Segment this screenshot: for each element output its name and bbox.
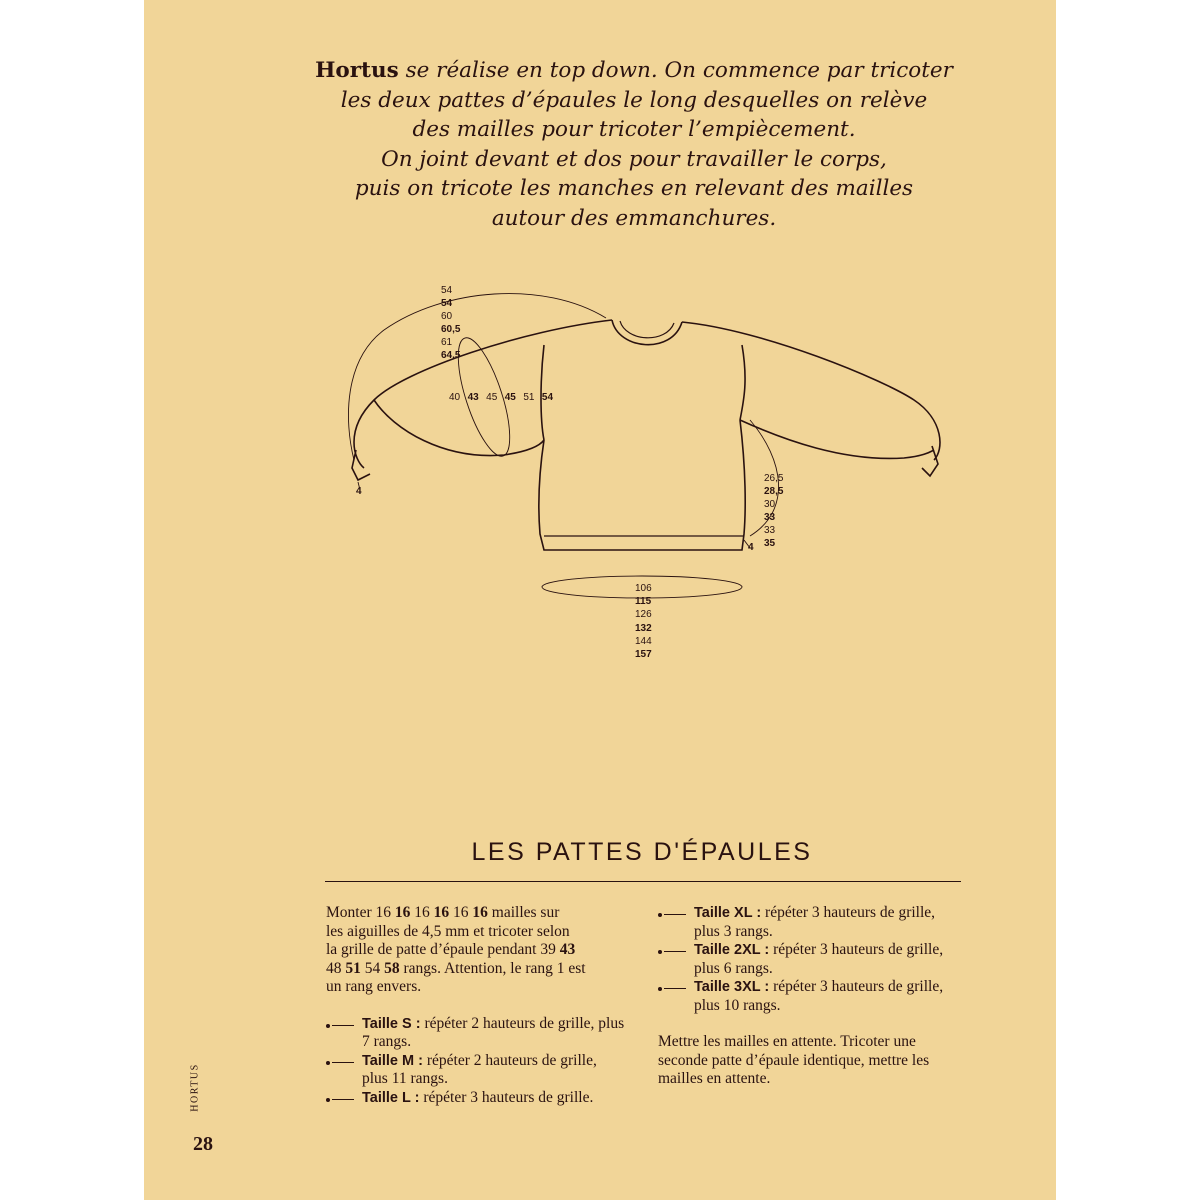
body-length-4: 33 [764,512,776,523]
text-run: 54 [360,959,385,977]
measurement-lines [348,294,778,598]
right-armhole [740,345,745,420]
size-text: répéter 3 hauteurs de grille, plus 10 rangs. [694,978,944,1014]
left-paragraph [326,904,626,997]
right-cuff [922,446,938,476]
chest-5: 144 [635,636,652,647]
text-run: 16 [449,904,473,921]
size-tag: Taille 2XL : [694,942,770,958]
chest-3: 126 [635,609,652,620]
neckline-inner [620,321,674,338]
arm-circ-3: 45 [486,392,498,403]
sleeve-length-3: 60 [441,311,453,322]
size-item [658,904,958,941]
text-run: 16 [410,904,434,921]
size-tag: Taille S : [362,1015,421,1032]
sleeve-length-5: 61 [441,337,453,348]
size-tag: Taille 3XL : [694,979,770,995]
body-length-3: 30 [764,499,776,510]
section-heading: LES PATTES D'ÉPAULES [471,838,813,866]
sleeve-length-2: 54 [441,298,453,309]
sweater-schematic [144,0,1056,700]
intro-line: des mailles pour tricoter l’empiècement. [412,117,856,142]
page-number: 28 [193,1133,213,1155]
body-length-5: 33 [764,525,776,536]
body-length-1: 26,5 [764,473,784,484]
neckline [612,320,682,345]
size-item [658,941,958,978]
right-column [658,904,958,1089]
arm-circ-2: 43 [467,392,479,403]
intro-title: Hortus [315,58,399,83]
chest-2: 115 [635,596,652,607]
sleeve-length-4: 60,5 [441,324,461,335]
text-run: la grille de patte d’épaule pendant 39 [326,941,560,958]
intro-line: les deux pattes d’épaules le long desquelles on relève [340,87,928,113]
size-list-left [326,1015,626,1108]
size-text: répéter 2 hauteurs de grille, plus 11 rangs. [362,1051,597,1087]
size-tag: Taille XL : [694,905,762,921]
section-rule [325,881,961,882]
intro-line: se réalise en top down. On commence par tricoter [405,58,953,83]
size-item [326,1015,626,1052]
size-text: répéter 3 hauteurs de grille. [419,1088,594,1106]
hem-label: 4 [748,542,754,553]
page-content [144,0,1056,1200]
arm-circ-1: 40 [449,392,461,403]
cuff-label: 4 [356,486,362,497]
running-title: HORTUS [189,1063,201,1112]
closing-paragraph: Mettre les mailles en attente. Tricoter une seconde patte d’épaule identique, mettre les mailles en attente. [658,1033,930,1087]
chest-1: 106 [635,583,652,594]
body-left-side [539,420,745,550]
body-length-2: 28,5 [764,486,784,497]
text-run: rangs. Attention, le rang 1 est [399,959,586,977]
size-tag: Taille L : [362,1089,420,1106]
text-run-bold: 51 [345,959,361,977]
intro-line: puis on tricote les manches en relevant des mailles [354,176,914,201]
size-tag: Taille M : [362,1052,423,1069]
text-run-bold: 16 [433,904,450,921]
text-run: mailles sur [487,904,560,921]
arm-circ-5: 51 [523,392,535,403]
chest-4: 132 [635,623,652,634]
arm-circ-4: 45 [504,392,516,403]
size-list-right [658,904,958,1015]
sleeve-length-arc [348,294,606,460]
text-run-bold: 43 [559,941,576,958]
body-length-6: 35 [764,538,776,549]
text-run: Monter 16 [326,904,395,921]
left-column [326,904,626,1107]
right-sleeve [682,322,940,460]
intro-line: autour des emmanchures. [491,205,777,231]
size-text: répéter 2 hauteurs de grille, plus 7 rangs. [362,1014,625,1050]
text-run: les aiguilles de 4,5 mm et tricoter selon [326,922,570,940]
text-run: 48 [326,959,346,977]
size-item [326,1089,626,1108]
text-run-bold: 16 [394,904,411,921]
sleeve-length-1: 54 [441,285,453,296]
size-item [326,1052,626,1089]
sleeve-length-6: 64,5 [441,350,461,361]
intro-line: On joint devant et dos pour travailler le corps, [381,146,887,172]
text-run-bold: 58 [384,959,400,977]
size-text: répéter 3 hauteurs de grille, plus 3 rangs. [694,904,936,940]
size-item [658,978,958,1015]
chest-6: 157 [635,649,652,660]
text-run: un rang envers. [326,978,422,995]
text-run-bold: 16 [472,904,488,921]
arm-circ-6: 54 [541,392,554,403]
size-text: répéter 3 hauteurs de grille, plus 6 rangs. [694,941,944,977]
